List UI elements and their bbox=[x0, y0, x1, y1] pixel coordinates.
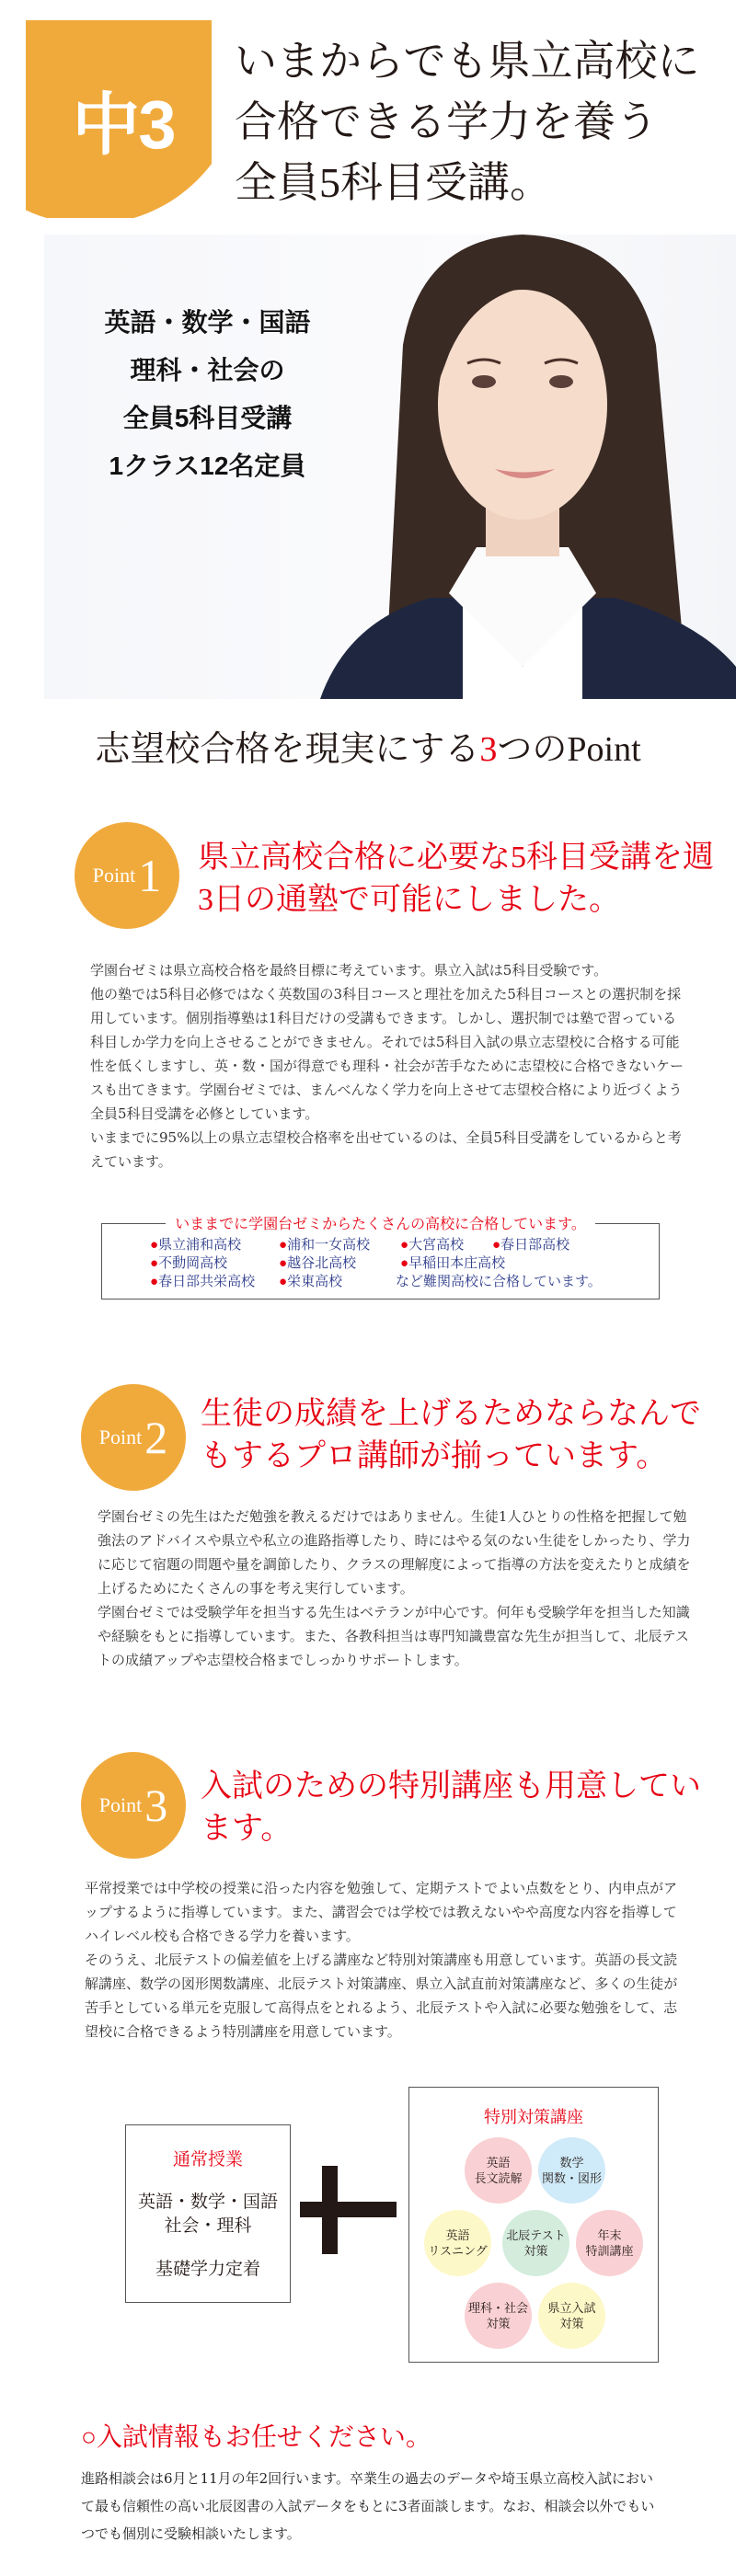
school-name: 春日部共栄高校 bbox=[158, 1274, 256, 1289]
point-1-body bbox=[90, 958, 688, 1174]
point-3-badge bbox=[81, 1752, 186, 1859]
point-2-body bbox=[98, 1505, 696, 1672]
plus-icon bbox=[300, 2202, 397, 2217]
course-summary-line: 理科・社会の bbox=[130, 356, 285, 384]
course-bubble bbox=[424, 2210, 491, 2276]
point-label: Point bbox=[92, 864, 136, 887]
school-name: 栄東高校 bbox=[287, 1274, 343, 1289]
point-2-badge bbox=[81, 1384, 186, 1491]
bullet-icon: ● bbox=[279, 1255, 288, 1271]
course-line: 県立入試 bbox=[547, 2301, 596, 2315]
course-line: 対策 bbox=[523, 2244, 548, 2258]
course-line: リスニング bbox=[428, 2244, 488, 2258]
schools-title bbox=[101, 1212, 660, 1233]
course-line: 特訓講座 bbox=[585, 2244, 634, 2258]
regular-class-title: 通常授業 bbox=[172, 2150, 243, 2170]
school-item bbox=[279, 1271, 342, 1290]
badge-label: 中3 bbox=[72, 86, 175, 163]
regular-class-box bbox=[125, 2124, 291, 2303]
schools-footer: など難関高校に合格しています。 bbox=[396, 1274, 602, 1289]
point-2-heading: 生徒の成績を上げるためならなんでもするプロ講師が揃っています。 bbox=[201, 1397, 701, 1473]
bullet-icon: ● bbox=[279, 1237, 288, 1253]
school-item bbox=[150, 1234, 241, 1254]
point-3-heading: 入試のための特別講座も用意しています。 bbox=[201, 1769, 701, 1846]
special-courses-box bbox=[408, 2087, 659, 2363]
bullet-icon: ● bbox=[150, 1274, 159, 1289]
school-name: 大宮高校 bbox=[408, 1237, 465, 1253]
school-name: 越谷北高校 bbox=[287, 1255, 357, 1271]
school-item bbox=[400, 1253, 505, 1272]
paragraph: 学園台ゼミでは受験学年を担当する先生はベテランが中心です。何年も受験学年を担当した知識や経験をもとに指導しています。また、各教科担当は専門知識豊富な先生が担当して、北辰テストの成績アップや志望校合格までしっかりサポートします。 bbox=[98, 1604, 690, 1668]
grade-badge bbox=[26, 20, 212, 218]
course-line: 長文読解 bbox=[474, 2171, 523, 2185]
title-text: つのPoint bbox=[497, 730, 641, 769]
school-item bbox=[150, 1253, 227, 1272]
school-name: 春日部高校 bbox=[500, 1237, 570, 1253]
special-courses-title: 特別対策講座 bbox=[484, 2108, 583, 2126]
course-line: 北辰テスト bbox=[506, 2228, 566, 2242]
point-1-badge bbox=[75, 822, 179, 929]
schools-title-text: いままでに学園台ゼミからたくさんの高校に合格しています。 bbox=[166, 1217, 595, 1232]
point-number: 3 bbox=[144, 1780, 168, 1831]
bullet-icon: ● bbox=[400, 1237, 409, 1253]
point-number: 1 bbox=[138, 850, 162, 901]
course-line: 対策 bbox=[486, 2317, 511, 2330]
paragraph: 他の塾では5科目必修ではなく英数国の3科目コースと理社を加えた5科目コースとの選択制を採用しています。個別指導塾は1科目だけの受講もできます。しかし、選択制では塾で習っている科目しか学力を向上させることができません。それでは5科目入試の県立志望校に合格する可能性を低くしますし、英・数・国が得意でも理科・社会が苦手なために志望校に合格できないケースも出てきます。学園台ゼミでは、まんべんなく学力を向上させて志望校合格により近づくよう全員5科目受講を必修としています。 bbox=[90, 986, 684, 1122]
bullet-icon: ● bbox=[279, 1274, 288, 1289]
course-line: 年末 bbox=[597, 2228, 622, 2242]
course-bubble bbox=[538, 2283, 605, 2349]
bullet-icon: ● bbox=[150, 1255, 159, 1271]
subjects-line: 英語・数学・国語 bbox=[137, 2192, 278, 2212]
point-1-heading: 県立高校合格に必要な5科目受講を週3日の通塾で可能にしました。 bbox=[198, 841, 714, 917]
course-line: 数学 bbox=[559, 2156, 584, 2170]
regular-class-goal: 基礎学力定着 bbox=[155, 2260, 260, 2279]
paragraph: 学園台ゼミの先生はただ勉強を教えるだけではありません。生徒1人ひとりの性格を把握して勉強法のアドバイスや県立や私立の進路指導したり、時にはやる気のない生徒をしかったり、学力に応じて宿題の問題や量を調節したり、クラスの理解度によって指導の方法を変えたりと成績を上げるためにたくさんの事を考え実行しています。 bbox=[98, 1508, 691, 1597]
course-line: 英語 bbox=[445, 2228, 470, 2242]
school-item bbox=[400, 1234, 464, 1254]
school-item bbox=[279, 1234, 370, 1254]
course-summary-line: 英語・数学・国語 bbox=[104, 308, 311, 337]
bullet-icon: ● bbox=[492, 1237, 501, 1253]
school-name: 不動岡高校 bbox=[158, 1255, 228, 1271]
hero-title-line: いまからでも県立高校に bbox=[235, 38, 700, 85]
point-label: Point bbox=[98, 1425, 143, 1448]
bullet-icon: ● bbox=[150, 1237, 159, 1253]
point-3-body bbox=[85, 1876, 683, 2044]
school-name: 早稲田本庄高校 bbox=[408, 1255, 506, 1271]
course-bubble bbox=[465, 2283, 532, 2349]
point-label: Point bbox=[98, 1793, 143, 1816]
course-summary-line: 1クラス12名定員 bbox=[109, 452, 306, 480]
point-number: 2 bbox=[144, 1412, 168, 1463]
bullet-icon: ● bbox=[400, 1255, 409, 1271]
regular-class-subjects bbox=[126, 2191, 290, 2238]
hero-title-line: 全員5科目受講。 bbox=[235, 159, 552, 206]
school-name: 県立浦和高校 bbox=[158, 1237, 242, 1253]
course-bubble bbox=[502, 2210, 569, 2276]
info-heading: ○入試情報もお任せください。 bbox=[81, 2423, 431, 2452]
school-item bbox=[150, 1271, 255, 1290]
course-bubble bbox=[576, 2210, 643, 2276]
points-section-title bbox=[0, 727, 736, 773]
course-line: 対策 bbox=[559, 2317, 584, 2330]
hero-title-line: 合格できる学力を養う bbox=[235, 98, 658, 145]
course-summary-line: 全員5科目受講 bbox=[122, 404, 293, 432]
paragraph: 平常授業では中学校の授業に沿った内容を勉強して、定期テストでよい点数をとり、内申点がアップするように指導しています。また、講習会では学校では教えないやや高度な内容を指導してハイレベル校も合格できる学力を養います。 bbox=[85, 1880, 678, 1944]
course-line: 関数・図形 bbox=[541, 2171, 602, 2185]
paragraph: そのうえ、北辰テストの偏差値を上げる講座など特別対策講座も用意しています。英語の長文読解講座、数学の図形関数講座、北辰テスト対策講座、県立入試直前対策講座など、多くの生徒が苦手としている単元を克服して高得点をとれるよう、北辰テストや入試に必要な勉強をして、志望校に合格できるよう特別講座を用意しています。 bbox=[85, 1952, 678, 2040]
course-bubble bbox=[538, 2137, 605, 2204]
course-bubble bbox=[465, 2137, 532, 2204]
hero-title bbox=[235, 31, 736, 213]
paragraph: 学園台ゼミは県立高校合格を最終目標に考えています。県立入試は5科目受験です。 bbox=[90, 962, 608, 979]
course-summary bbox=[44, 299, 371, 490]
school-item bbox=[492, 1234, 569, 1254]
title-text: 志望校合格を現実にする bbox=[95, 730, 480, 769]
paragraph: いままでに95%以上の県立志望校合格率を出せているのは、全員5科目受講をしているからと考えています。 bbox=[90, 1129, 682, 1170]
school-name: 浦和一女高校 bbox=[287, 1237, 371, 1253]
course-line: 英語 bbox=[486, 2156, 511, 2170]
course-line: 理科・社会 bbox=[467, 2301, 528, 2315]
info-body: 進路相談会は6月と11月の年2回行います。卒業生の過去のデータや埼玉県立高校入試において最も信頼性の高い北辰図書の入試データをもとに3者面談します。なお、相談会以外でもいつでも個別に受験相談いたします。 bbox=[81, 2470, 655, 2542]
school-item bbox=[279, 1253, 356, 1272]
title-number: 3 bbox=[479, 730, 498, 769]
subjects-line: 社会・理科 bbox=[164, 2216, 252, 2236]
